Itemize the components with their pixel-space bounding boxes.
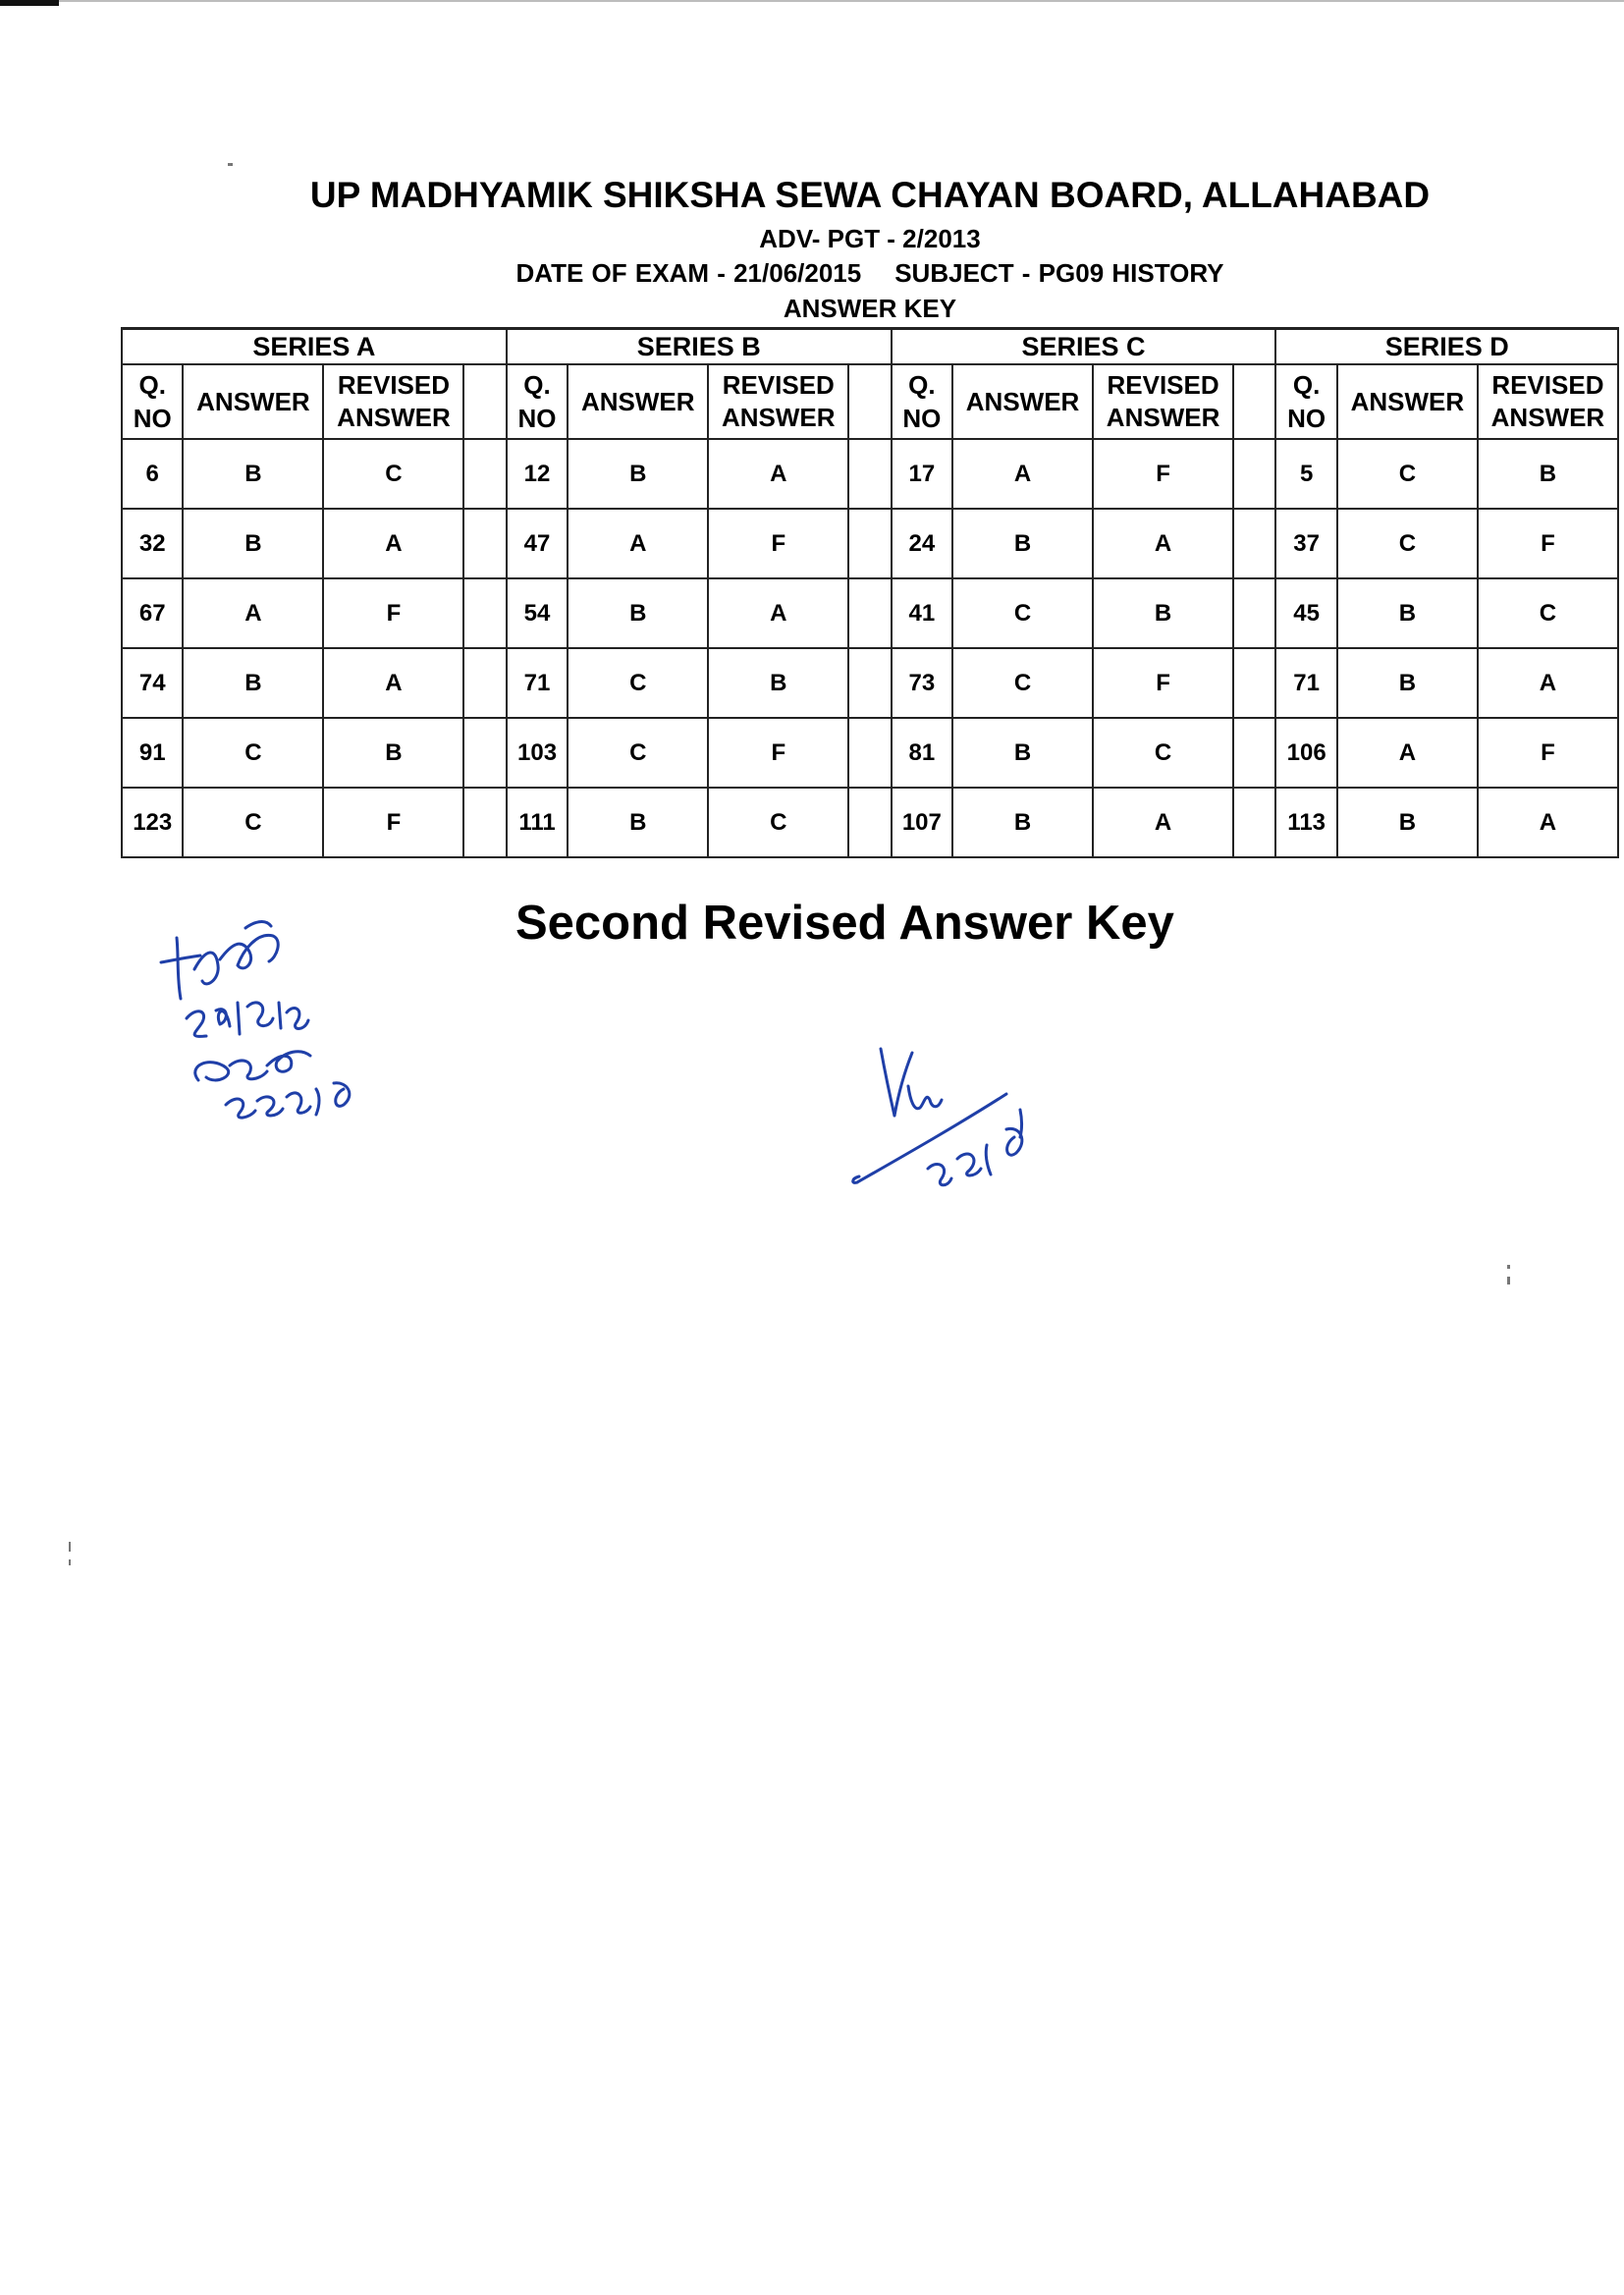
revised-answer-cell: A	[1093, 509, 1233, 578]
answer-cell: B	[183, 509, 323, 578]
blank-column	[1233, 364, 1275, 439]
answer-cell: B	[183, 439, 323, 509]
answer-cell: B	[952, 788, 1093, 857]
question-number-cell: 24	[892, 509, 952, 578]
revised-answer-cell: A	[1478, 648, 1618, 718]
revised-answer-cell: F	[708, 509, 848, 578]
question-number-cell: 37	[1275, 509, 1336, 578]
question-number-cell: 91	[122, 718, 183, 788]
blank-column-cell	[848, 439, 891, 509]
blank-column-cell	[1233, 509, 1275, 578]
board-title: UP MADHYAMIK SHIKSHA SEWA CHAYAN BOARD, ALLAHABAD	[309, 175, 1431, 215]
q-no-header: Q. NO	[1275, 364, 1336, 439]
series-b-header: SERIES B	[507, 329, 892, 365]
scan-speck	[1507, 1277, 1510, 1284]
revised-answer-cell: F	[1093, 439, 1233, 509]
series-header-row	[122, 329, 1618, 365]
q-no-header: Q. NO	[122, 364, 183, 439]
revised-answer-cell: F	[1093, 648, 1233, 718]
signature-left	[147, 908, 403, 1144]
question-number-cell: 67	[122, 578, 183, 648]
question-number-cell: 74	[122, 648, 183, 718]
exam-info-line	[134, 258, 1606, 289]
answer-cell: C	[183, 788, 323, 857]
answer-cell: B	[568, 788, 708, 857]
blank-column-cell	[463, 439, 506, 509]
answer-cell: B	[1337, 578, 1478, 648]
revised-answer-cell: A	[323, 509, 463, 578]
question-number-cell: 81	[892, 718, 952, 788]
blank-column-cell	[1233, 439, 1275, 509]
revised-answer-cell: F	[1478, 509, 1618, 578]
table-row	[122, 509, 1618, 578]
answer-key-body	[122, 439, 1618, 857]
question-number-cell: 32	[122, 509, 183, 578]
blank-column	[848, 364, 891, 439]
blank-column-cell	[463, 509, 506, 578]
revised-answer-cell: C	[1093, 718, 1233, 788]
answer-header: ANSWER	[568, 364, 708, 439]
table-row	[122, 578, 1618, 648]
answer-header: ANSWER	[952, 364, 1093, 439]
table-row	[122, 718, 1618, 788]
answer-cell: C	[568, 648, 708, 718]
blank-column-cell	[1233, 578, 1275, 648]
blank-column-cell	[848, 509, 891, 578]
revised-answer-cell: A	[323, 648, 463, 718]
revised-answer-header: REVISED ANSWER	[708, 364, 848, 439]
question-number-cell: 113	[1275, 788, 1336, 857]
answer-cell: C	[952, 648, 1093, 718]
revised-answer-header: REVISED ANSWER	[1478, 364, 1618, 439]
question-number-cell: 6	[122, 439, 183, 509]
revised-answer-cell: B	[1478, 439, 1618, 509]
answer-cell: C	[952, 578, 1093, 648]
blank-column-cell	[463, 648, 506, 718]
series-a-header: SERIES A	[122, 329, 507, 365]
q-no-header: Q. NO	[892, 364, 952, 439]
scan-speck	[228, 163, 233, 166]
answer-cell: C	[1337, 439, 1478, 509]
answer-cell: C	[568, 718, 708, 788]
scan-top-line	[59, 0, 1624, 2]
answer-header: ANSWER	[183, 364, 323, 439]
blank-column-cell	[848, 718, 891, 788]
blank-column-cell	[1233, 788, 1275, 857]
q-no-header: Q. NO	[507, 364, 568, 439]
revised-answer-header: REVISED ANSWER	[323, 364, 463, 439]
scan-speck	[69, 1559, 71, 1565]
question-number-cell: 45	[1275, 578, 1336, 648]
revised-answer-cell: A	[708, 439, 848, 509]
answer-cell: B	[952, 718, 1093, 788]
answer-cell: B	[1337, 788, 1478, 857]
revised-answer-cell: A	[1093, 788, 1233, 857]
blank-column-cell	[1233, 718, 1275, 788]
advertisement-number: ADV- PGT - 2/2013	[759, 224, 981, 253]
question-number-cell: 5	[1275, 439, 1336, 509]
revised-answer-cell: A	[1478, 788, 1618, 857]
answer-cell: B	[568, 578, 708, 648]
exam-subject: SUBJECT - PG09 HISTORY	[894, 258, 1224, 288]
blank-column	[463, 364, 506, 439]
revised-answer-cell: B	[708, 648, 848, 718]
question-number-cell: 103	[507, 718, 568, 788]
revised-answer-cell: B	[1093, 578, 1233, 648]
series-d-header: SERIES D	[1275, 329, 1618, 365]
question-number-cell: 71	[507, 648, 568, 718]
revised-answer-cell: A	[708, 578, 848, 648]
second-revised-title: Second Revised Answer Key	[515, 897, 1174, 950]
revised-answer-cell: C	[323, 439, 463, 509]
answer-cell: A	[568, 509, 708, 578]
question-number-cell: 17	[892, 439, 952, 509]
question-number-cell: 71	[1275, 648, 1336, 718]
answer-key-heading: ANSWER KEY	[783, 294, 957, 323]
revised-answer-cell: C	[708, 788, 848, 857]
answer-cell: C	[183, 718, 323, 788]
answer-cell: C	[1337, 509, 1478, 578]
answer-cell: B	[183, 648, 323, 718]
table-row	[122, 439, 1618, 509]
answer-cell: B	[1337, 648, 1478, 718]
question-number-cell: 123	[122, 788, 183, 857]
blank-column-cell	[463, 718, 506, 788]
blank-column-cell	[463, 788, 506, 857]
question-number-cell: 111	[507, 788, 568, 857]
exam-date: DATE OF EXAM - 21/06/2015	[515, 258, 862, 288]
question-number-cell: 41	[892, 578, 952, 648]
revised-answer-cell: C	[1478, 578, 1618, 648]
table-row	[122, 788, 1618, 857]
question-number-cell: 106	[1275, 718, 1336, 788]
answer-cell: B	[952, 509, 1093, 578]
blank-column-cell	[463, 578, 506, 648]
blank-column-cell	[848, 788, 891, 857]
answer-cell: A	[183, 578, 323, 648]
revised-answer-header: REVISED ANSWER	[1093, 364, 1233, 439]
answer-cell: A	[952, 439, 1093, 509]
column-header-row	[122, 364, 1618, 439]
scan-speck	[69, 1542, 71, 1552]
signature-center	[839, 1031, 1056, 1208]
question-number-cell: 107	[892, 788, 952, 857]
question-number-cell: 54	[507, 578, 568, 648]
question-number-cell: 47	[507, 509, 568, 578]
revised-answer-cell: F	[1478, 718, 1618, 788]
revised-answer-cell: F	[323, 578, 463, 648]
table-row	[122, 648, 1618, 718]
answer-header: ANSWER	[1337, 364, 1478, 439]
scan-edge-mark	[0, 0, 59, 6]
question-number-cell: 12	[507, 439, 568, 509]
series-c-header: SERIES C	[892, 329, 1276, 365]
blank-column-cell	[1233, 648, 1275, 718]
revised-answer-cell: F	[708, 718, 848, 788]
answer-cell: A	[1337, 718, 1478, 788]
scan-speck	[1507, 1265, 1510, 1269]
blank-column-cell	[848, 648, 891, 718]
revised-answer-cell: B	[323, 718, 463, 788]
answer-cell: B	[568, 439, 708, 509]
answer-key-table	[121, 327, 1619, 858]
revised-answer-cell: F	[323, 788, 463, 857]
question-number-cell: 73	[892, 648, 952, 718]
blank-column-cell	[848, 578, 891, 648]
